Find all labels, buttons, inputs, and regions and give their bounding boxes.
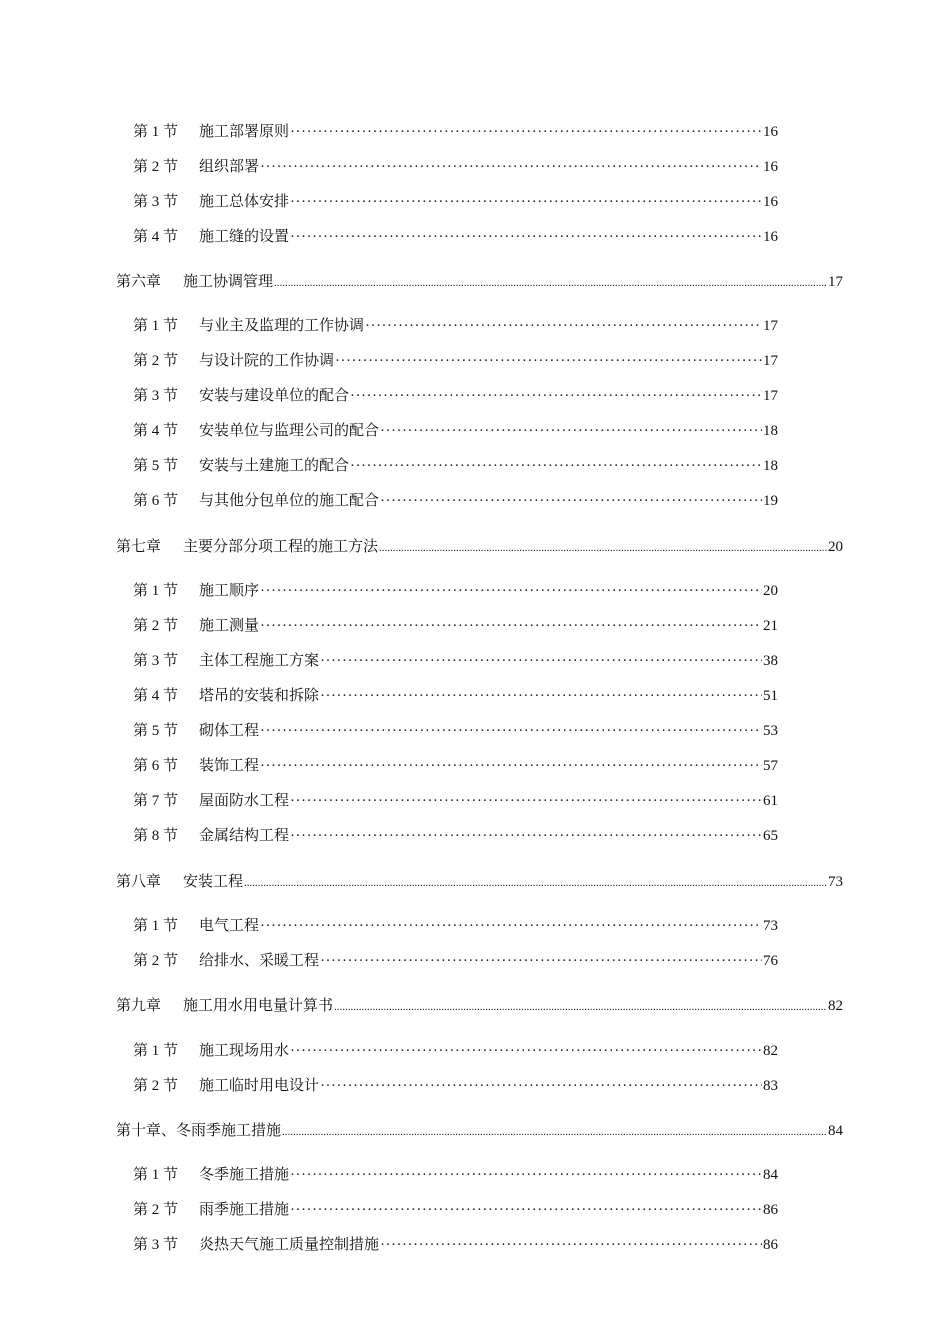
entry-number: 第 4 节 [133, 688, 179, 704]
toc-section-entry[interactable] [133, 686, 778, 706]
toc-section-entry[interactable] [133, 1235, 778, 1255]
toc-chapter-entry[interactable] [116, 872, 843, 893]
dot-leader [260, 756, 762, 776]
toc-chapter-entry[interactable] [116, 272, 843, 293]
toc-section-entry[interactable] [133, 721, 778, 741]
dot-leader [244, 872, 827, 893]
entry-title: 安装与建设单位的配合 [199, 388, 350, 404]
entry-page-number: 73 [763, 918, 778, 934]
dot-leader [334, 996, 827, 1017]
entry-number: 第七章 [116, 539, 162, 555]
entry-page-number: 57 [763, 758, 778, 774]
entry-number: 第九章 [116, 998, 162, 1014]
dot-leader [365, 316, 762, 336]
entry-title: 雨季施工措施 [199, 1202, 290, 1218]
dot-leader [320, 686, 762, 706]
toc-section-entry[interactable] [133, 122, 778, 142]
toc-section-entry[interactable] [133, 1200, 778, 1220]
dot-leader [260, 616, 762, 636]
entry-page-number: 16 [763, 194, 778, 210]
entry-number: 第 1 节 [133, 918, 179, 934]
toc-section-entry[interactable] [133, 421, 778, 441]
dot-leader [290, 826, 762, 846]
toc-section-entry[interactable] [133, 1041, 778, 1061]
toc-section-entry[interactable] [133, 826, 778, 846]
entry-number: 第 2 节 [133, 953, 179, 969]
entry-number: 第 3 节 [133, 1237, 179, 1253]
entry-number: 第 5 节 [133, 723, 179, 739]
entry-number: 第 6 节 [133, 493, 179, 509]
toc-section-entry[interactable] [133, 1165, 778, 1185]
entry-title: 塔吊的安装和拆除 [199, 688, 320, 704]
entry-title: 装饰工程 [199, 758, 260, 774]
toc-section-entry[interactable] [133, 227, 778, 247]
toc-section-entry[interactable] [133, 316, 778, 336]
toc-section-entry[interactable] [133, 916, 778, 936]
entry-number: 第 1 节 [133, 1043, 179, 1059]
toc-section-entry[interactable] [133, 756, 778, 776]
entry-page-number: 82 [828, 998, 843, 1014]
dot-leader [335, 351, 762, 371]
dot-leader [260, 157, 762, 177]
dot-leader [260, 721, 762, 741]
toc-chapter-entry[interactable] [116, 537, 843, 558]
entry-title: 主要分部分项工程的施工方法 [183, 539, 379, 555]
entry-page-number: 21 [763, 618, 778, 634]
toc-chapter-entry[interactable] [116, 996, 843, 1017]
entry-number: 第 1 节 [133, 583, 179, 599]
entry-page-number: 83 [763, 1078, 778, 1094]
toc-section-entry[interactable] [133, 491, 778, 511]
entry-title: 施工临时用电设计 [199, 1078, 320, 1094]
entry-page-number: 17 [763, 388, 778, 404]
entry-page-number: 18 [763, 423, 778, 439]
dot-leader [320, 651, 762, 671]
entry-title: 冬季施工措施 [199, 1167, 290, 1183]
dot-leader [290, 1041, 762, 1061]
entry-title: 金属结构工程 [199, 828, 290, 844]
entry-number: 第 3 节 [133, 194, 179, 210]
entry-number: 第 1 节 [133, 124, 179, 140]
toc-section-entry[interactable] [133, 651, 778, 671]
dot-leader [320, 951, 762, 971]
entry-page-number: 65 [763, 828, 778, 844]
entry-title: 与业主及监理的工作协调 [199, 318, 365, 334]
toc-section-entry[interactable] [133, 951, 778, 971]
entry-page-number: 17 [763, 318, 778, 334]
dot-leader [290, 192, 762, 212]
entry-title: 主体工程施工方案 [199, 653, 320, 669]
toc-section-entry[interactable] [133, 581, 778, 601]
entry-title: 施工测量 [199, 618, 260, 634]
entry-title: 施工用水用电量计算书 [183, 998, 334, 1014]
entry-number: 第 4 节 [133, 423, 179, 439]
entry-number: 第 6 节 [133, 758, 179, 774]
entry-page-number: 38 [763, 653, 778, 669]
dot-leader [290, 791, 762, 811]
entry-page-number: 17 [763, 353, 778, 369]
entry-title: 给排水、采暖工程 [199, 953, 320, 969]
entry-number: 第 2 节 [133, 353, 179, 369]
entry-page-number: 16 [763, 124, 778, 140]
entry-number: 第八章 [116, 874, 162, 890]
entry-title: 施工总体安排 [199, 194, 290, 210]
entry-title: 炎热天气施工质量控制措施 [199, 1237, 380, 1253]
entry-title: 施工协调管理 [183, 274, 274, 290]
toc-section-entry[interactable] [133, 1076, 778, 1096]
entry-number: 第 7 节 [133, 793, 179, 809]
toc-section-entry[interactable] [133, 386, 778, 406]
entry-number: 第 5 节 [133, 458, 179, 474]
entry-page-number: 61 [763, 793, 778, 809]
entry-page-number: 17 [828, 274, 843, 290]
dot-leader [282, 1121, 827, 1142]
entry-page-number: 86 [763, 1237, 778, 1253]
entry-title: 施工部署原则 [199, 124, 290, 140]
dot-leader [379, 537, 827, 558]
dot-leader [380, 1235, 762, 1255]
dot-leader [260, 916, 762, 936]
entry-page-number: 19 [763, 493, 778, 509]
entry-number: 第 2 节 [133, 1078, 179, 1094]
entry-page-number: 84 [763, 1167, 778, 1183]
toc-section-entry[interactable] [133, 791, 778, 811]
entry-page-number: 18 [763, 458, 778, 474]
entry-number: 第 1 节 [133, 318, 179, 334]
entry-page-number: 86 [763, 1202, 778, 1218]
dot-leader [290, 227, 762, 247]
entry-page-number: 82 [763, 1043, 778, 1059]
dot-leader [290, 1165, 762, 1185]
entry-page-number: 16 [763, 159, 778, 175]
toc-section-entry[interactable] [133, 616, 778, 636]
entry-number: 第 3 节 [133, 653, 179, 669]
entry-title: 安装与土建施工的配合 [199, 458, 350, 474]
entry-title: 砌体工程 [199, 723, 260, 739]
entry-number: 第 2 节 [133, 1202, 179, 1218]
entry-page-number: 20 [763, 583, 778, 599]
dot-leader [290, 122, 762, 142]
toc-section-entry[interactable] [133, 351, 778, 371]
entry-number: 第 2 节 [133, 159, 179, 175]
dot-leader [320, 1076, 762, 1096]
entry-title: 施工顺序 [199, 583, 260, 599]
entry-number: 第 2 节 [133, 618, 179, 634]
toc-section-entry[interactable] [133, 192, 778, 212]
entry-title: 组织部署 [199, 159, 260, 175]
entry-number: 第 8 节 [133, 828, 179, 844]
entry-number: 第六章 [116, 274, 162, 290]
dot-leader [350, 456, 762, 476]
dot-leader [350, 386, 762, 406]
toc-section-entry[interactable] [133, 157, 778, 177]
entry-number: 第 3 节 [133, 388, 179, 404]
toc-section-entry[interactable] [133, 456, 778, 476]
entry-page-number: 73 [828, 874, 843, 890]
entry-title: 施工缝的设置 [199, 229, 290, 245]
entry-page-number: 76 [763, 953, 778, 969]
entry-page-number: 84 [828, 1123, 843, 1139]
entry-title: 第十章、冬雨季施工措施 [116, 1123, 282, 1139]
entry-title: 屋面防水工程 [199, 793, 290, 809]
dot-leader [290, 1200, 762, 1220]
dot-leader [274, 272, 827, 293]
dot-leader [380, 421, 762, 441]
entry-title: 安装工程 [183, 874, 244, 890]
entry-title: 施工现场用水 [199, 1043, 290, 1059]
entry-page-number: 51 [763, 688, 778, 704]
entry-page-number: 16 [763, 229, 778, 245]
entry-title: 电气工程 [199, 918, 260, 934]
entry-page-number: 20 [828, 539, 843, 555]
entry-page-number: 53 [763, 723, 778, 739]
dot-leader [260, 581, 762, 601]
entry-number: 第 4 节 [133, 229, 179, 245]
entry-title: 与设计院的工作协调 [199, 353, 335, 369]
entry-number: 第 1 节 [133, 1167, 179, 1183]
entry-title: 安装单位与监理公司的配合 [199, 423, 380, 439]
dot-leader [380, 491, 762, 511]
toc-chapter-entry[interactable] [116, 1121, 843, 1142]
entry-title: 与其他分包单位的施工配合 [199, 493, 380, 509]
